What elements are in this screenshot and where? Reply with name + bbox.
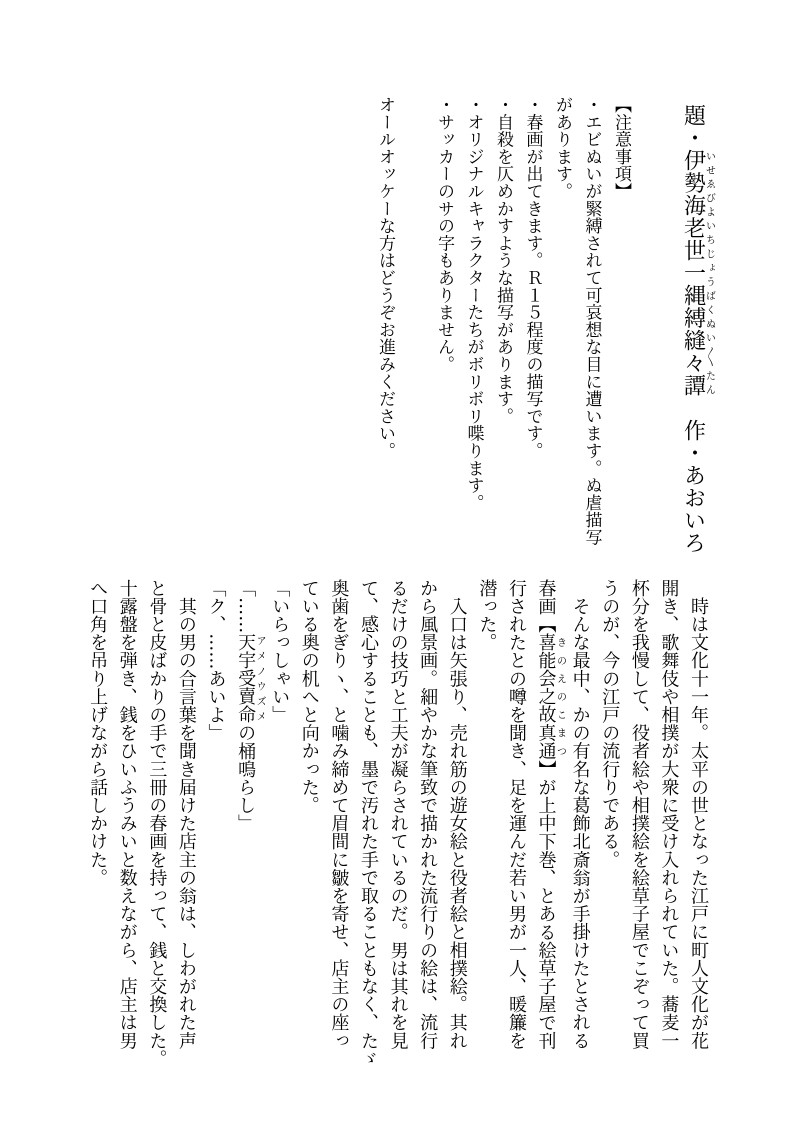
notice-section: [370, 96, 636, 571]
story-line: 「……天宇受賣命アメノウズメの桶鳴らし」: [235, 579, 266, 833]
notice-line: ・サッカーのサの字もありません。: [434, 96, 454, 373]
story-line: 「ク、……あいよ」: [205, 579, 227, 742]
story-line: るだけの技巧と工夫が凝らされているのだ。男は其れを見: [387, 579, 409, 1050]
story-line: と骨と皮ばかりの手で三冊の春画を持って、銭と交換した。: [146, 579, 168, 1068]
story-line: から風景画。細やかな筆致で描かれた流行りの絵は、流行: [417, 579, 439, 1050]
title-column: [678, 104, 715, 574]
story-line: 開き、歌舞伎や相撲が大衆に受け入れられていた。蕎麦一: [658, 579, 680, 1050]
story-line: 春画【喜能会之故真通きのえのこまつ】が上中下巻、とある絵草子屋で刊: [535, 579, 566, 1050]
story-line: うのが、今の江戸の流行りである。: [599, 579, 621, 869]
notice-line: があります。: [552, 96, 572, 200]
story-line: 潜った。: [476, 579, 498, 652]
story-line: 入口は矢張り、売れ筋の遊女絵と役者絵と相撲絵。其れ: [446, 579, 468, 1050]
story-body: [83, 579, 713, 1135]
story-line: 杯分を我慢して、役者絵や相撲絵を絵草子屋でこぞって買: [628, 579, 650, 1050]
story-line: て、感心することも、墨で汚れた手で取ることもなく、たゞ: [357, 579, 379, 1068]
story-line: 「いらっしゃい」: [269, 579, 291, 724]
notice-heading: 【注意事項】: [611, 96, 631, 200]
story-line: そんな最中、かの有名な葛飾北斎翁が手掛けたとされる: [569, 579, 591, 1050]
notice-line: [399, 96, 429, 571]
story-line: 行されたとの噂を聞き、足を運んだ若い男が一人、暖簾を: [505, 579, 527, 1050]
story-line: 其の男の合言葉を聞き届けた店主の翁は、しわがれた声: [175, 579, 197, 1050]
notice-line: ・オリジナルキャラクターたちがボリボリ喋ります。: [463, 96, 484, 512]
notice-line: ・エビぬいが緊縛されて可哀想な目に遭います。ぬ虐描写: [581, 96, 602, 546]
notice-line: ・自殺を仄めかすような描写があります。: [493, 96, 513, 425]
story-title: 題・伊勢海老世一縄縛縫々譚いせゑびよいちじょうばくぬい〱たん 作・あおいろ: [680, 104, 715, 554]
notice-line: ・春画が出てきます。Ｒ１５程度の描写です。: [522, 96, 543, 460]
story-line: へ口角を吊り上げながら話しかけた。: [87, 579, 109, 887]
story-line: 十露盤を弾き、銭をひいふうみいと数えながら、店主は男: [116, 579, 138, 1050]
notice-line: オールオッケーな方はどうぞお進みください。: [375, 96, 395, 460]
story-line: ている奥の机へと向かった。: [298, 579, 320, 815]
story-line: 時は文化十一年。太平の世となった江戸に町人文化が花: [688, 579, 709, 1050]
story-line: 奥歯をぎりヽ、と噛み締めて眉間に皺を寄せ、店主の座っ: [328, 579, 350, 1050]
